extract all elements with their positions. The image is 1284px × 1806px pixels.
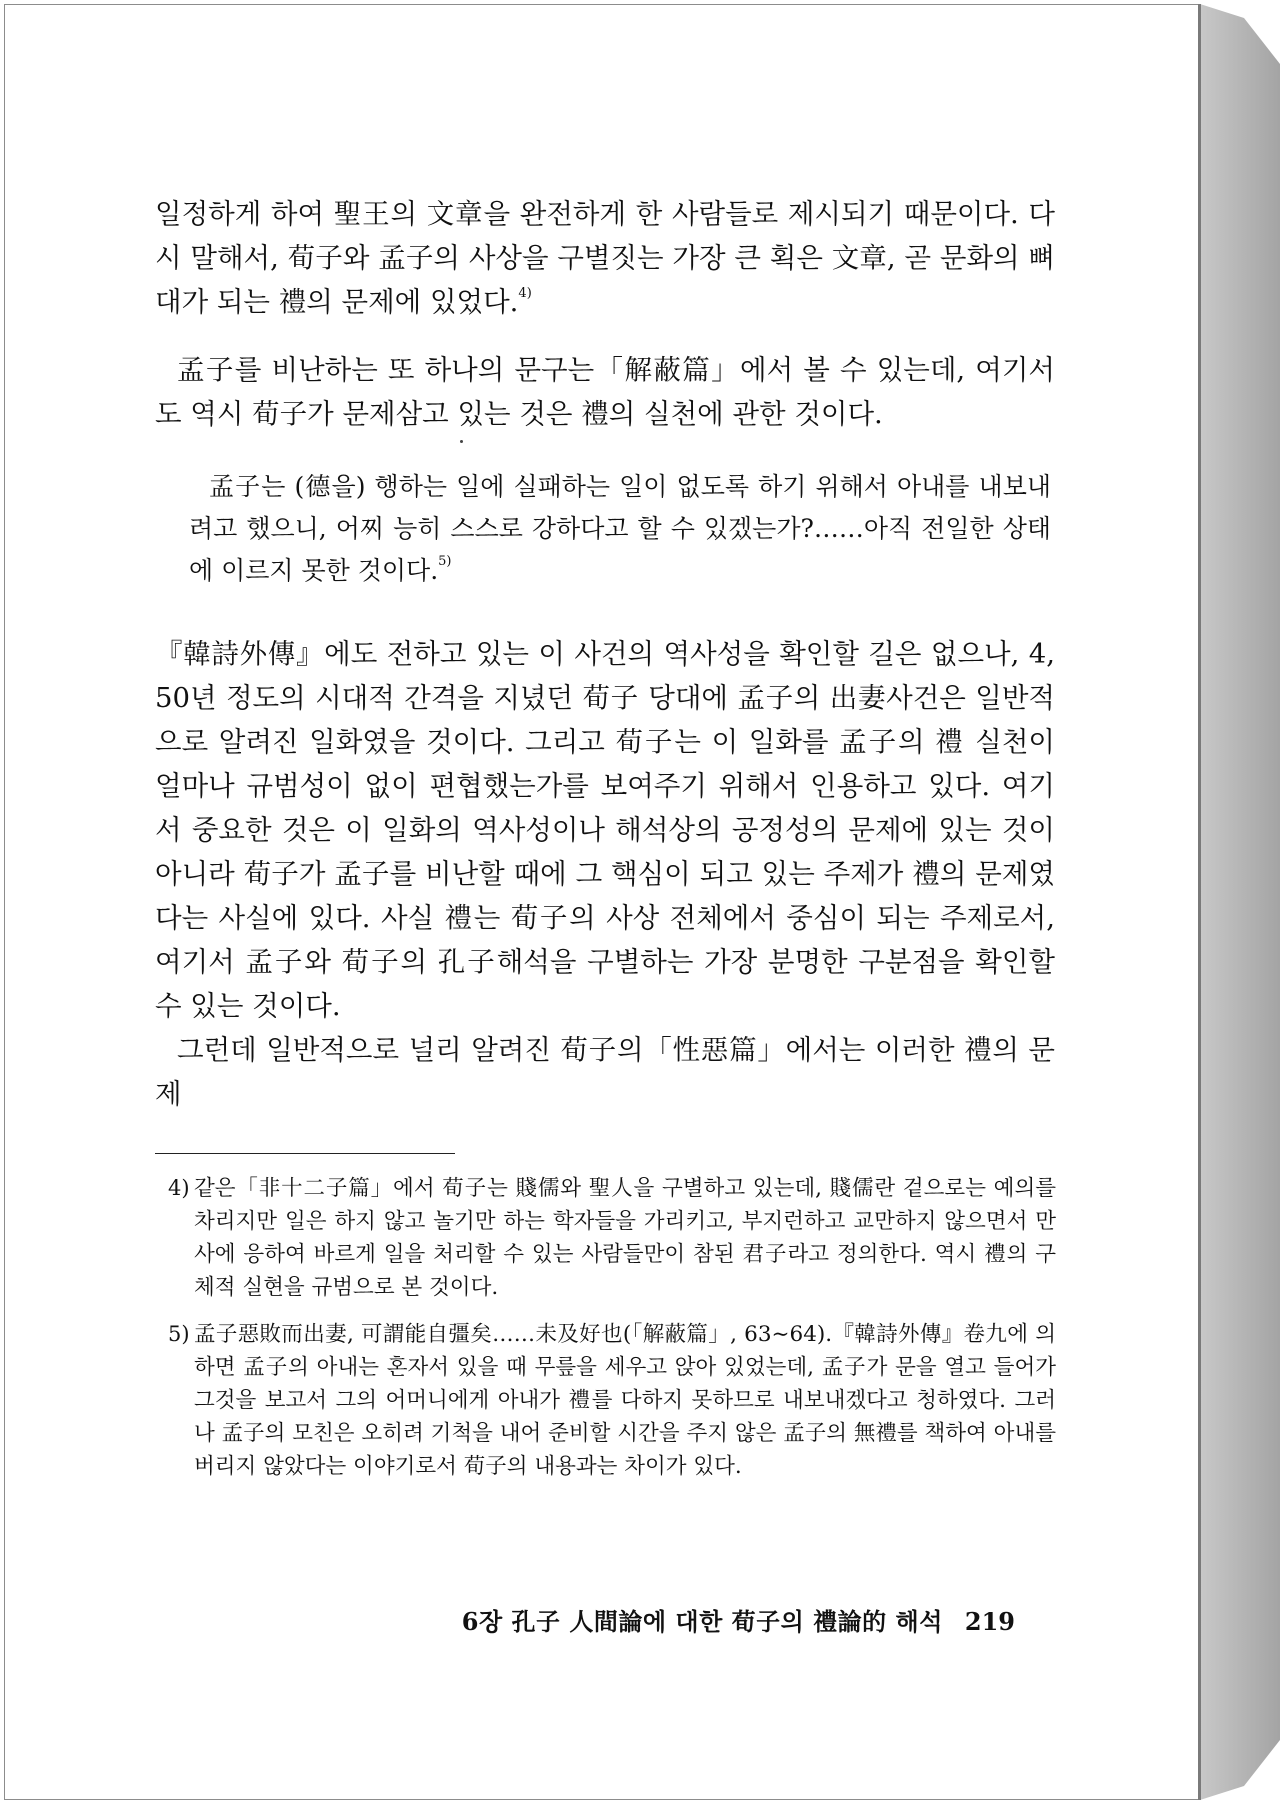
quote-paragraph	[189, 466, 1051, 592]
running-title: 6장 孔子 人間論에 대한 荀子의 禮論的 해석	[461, 1607, 943, 1636]
footnote-5	[168, 1318, 1056, 1483]
footnote-4	[168, 1172, 1056, 1304]
footnote-ref-5: 5)	[438, 554, 452, 569]
paragraph-1	[155, 192, 1055, 324]
footnote-number: 4)	[168, 1176, 190, 1200]
page-stack-edge	[1200, 4, 1280, 1800]
quote-text: 孟子는 (德을) 행하는 일에 실패하는 일이 없도록 하기 위해서 아내를 내보내려고 했으니, 어찌 능히 스스로 강하다고 할 수 있겠는가?……아직 전일한 상태에 이르지 못한 것이다.	[189, 472, 1051, 585]
block-quote	[189, 466, 1051, 592]
footnotes	[168, 1172, 1056, 1497]
running-footer	[155, 1602, 1015, 1637]
footnote-rule	[155, 1153, 455, 1154]
paragraph-2: 孟子를 비난하는 또 하나의 문구는「解蔽篇」에서 볼 수 있는데, 여기서도 역시 荀子가 문제삼고 있는 것은 禮의 실천에 관한 것이다.	[155, 354, 1055, 430]
main-text	[155, 192, 1055, 1116]
scan-speck	[460, 440, 463, 443]
footnote-text: 孟子惡敗而出妻, 可謂能自彊矣……未及好也(「解蔽篇」, 63∼64).『韓詩外傳』卷九에 의하면 孟子의 아내는 혼자서 있을 때 무릎을 세우고 앉아 있었는데, 孟子가 문을 열고 들어가 그것을 보고서 그의 어머니에게 아내가 禮를 다하지 못하므로 내보내겠다고 청하였다. 그러나 孟子의 모친은 오히려 기척을 내어 준비할 시간을 주지 않은 孟子의 無禮를 책하여 아내를 버리지 않았다는 이야기로서 荀子의 내용과는 차이가 있다.	[194, 1322, 1056, 1479]
paragraph-3: 『韓詩外傳』에도 전하고 있는 이 사건의 역사성을 확인할 길은 없으나, 4, 50년 정도의 시대적 간격을 지녔던 荀子 당대에 孟子의 出妻사건은 일반적으로 알려진 일화였을 것이다. 그리고 荀子는 이 일화를 孟子의 禮 실천이 얼마나 규범성이 없이 편협했는가를 보여주기 위해서 인용하고 있다. 여기서 중요한 것은 이 일화의 역사성이나 해석상의 공정성의 문제에 있는 것이 아니라 荀子가 孟子를 비난할 때에 그 핵심이 되고 있는 주제가 禮의 문제였다는 사실에 있다. 사실 禮는 荀子의 사상 전체에서 중심이 되는 주제로서, 여기서 孟子와 荀子의 孔子해석을 구별하는 가장 분명한 구분점을 확인할 수 있는 것이다.	[155, 638, 1055, 1022]
paragraph-4: 그런데 일반적으로 널리 알려진 荀子의「性惡篇」에서는 이러한 禮의 문제	[155, 1034, 1055, 1110]
footnote-number: 5)	[168, 1322, 190, 1346]
footnote-ref-4: 4)	[518, 286, 532, 301]
page-edge-line	[1198, 4, 1201, 1800]
footnote-text: 같은「非十二子篇」에서 荀子는 賤儒와 聖人을 구별하고 있는데, 賤儒란 겉으로는 예의를 차리지만 일은 하지 않고 놀기만 하는 학자들을 가리키고, 부지런하고 교만하지 않으면서 만사에 응하여 바르게 일을 처리할 수 있는 사람들만이 참된 君子라고 정의한다. 역시 禮의 구체적 실현을 규범으로 본 것이다.	[194, 1176, 1056, 1300]
paragraph-1-text: 일정하게 하여 聖王의 文章을 완전하게 한 사람들로 제시되기 때문이다. 다시 말해서, 荀子와 孟子의 사상을 구별짓는 가장 큰 획은 文章, 곧 문화의 뼈대가 되는 禮의 문제에 있었다.	[155, 198, 1055, 318]
page-number: 219	[964, 1607, 1015, 1636]
